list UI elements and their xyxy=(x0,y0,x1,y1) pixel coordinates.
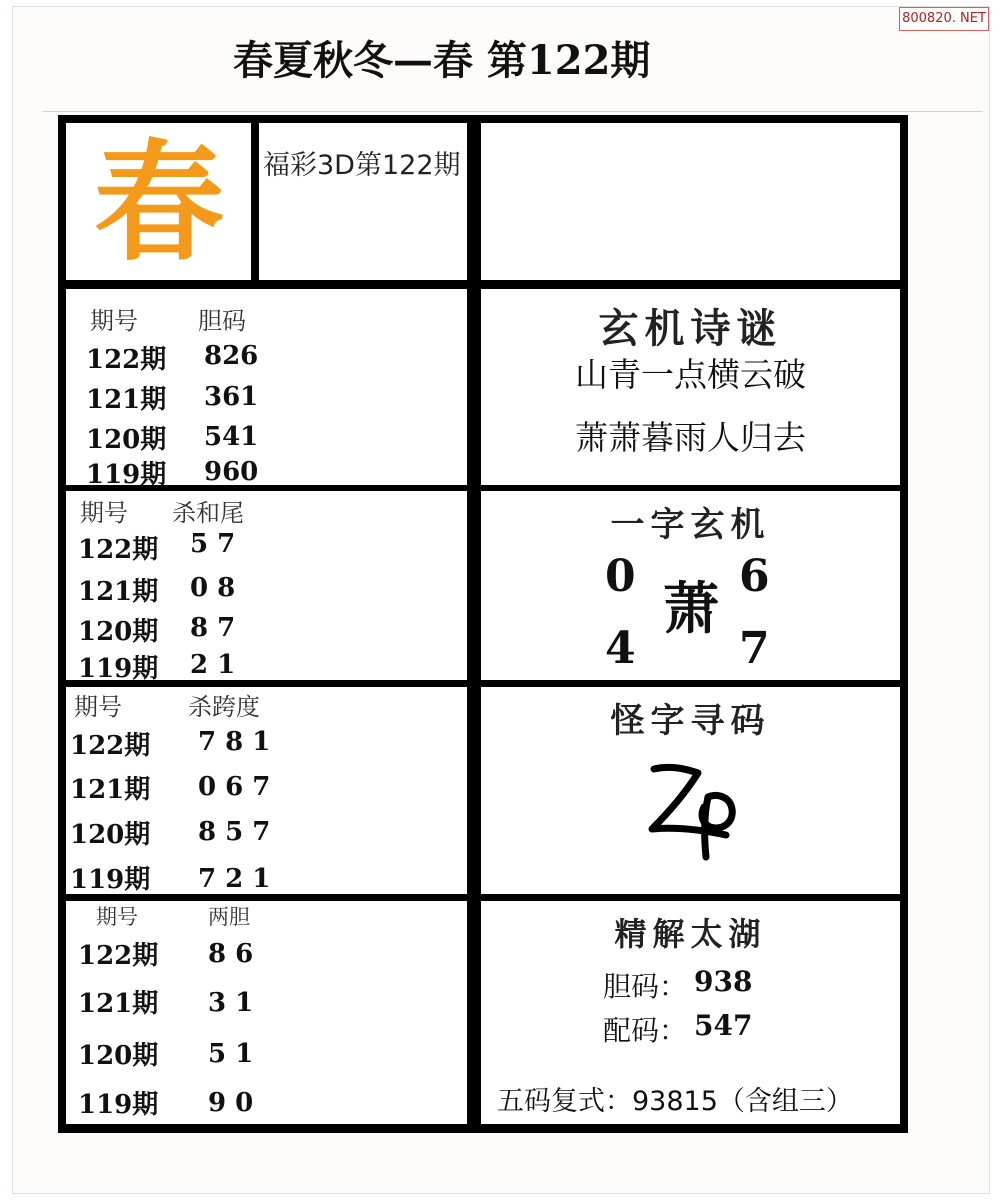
issue-label: 福彩3D第122期 xyxy=(263,150,461,181)
table-row-period: 120期 xyxy=(78,617,159,647)
table-row-period: 120期 xyxy=(70,820,151,850)
panel-title: 玄机诗谜 xyxy=(598,305,783,352)
table-row-period: 121期 xyxy=(78,989,159,1019)
table-row-value: 0 8 xyxy=(190,573,236,603)
sha-he-section xyxy=(66,491,467,680)
page-title: 春夏秋冬—春 第122期 xyxy=(233,37,651,84)
site-watermark: 800820. NET xyxy=(899,7,989,31)
table-row-period: 120期 xyxy=(86,425,167,455)
column-header-value: 杀和尾 xyxy=(172,499,244,527)
title-divider xyxy=(43,111,983,112)
panel-title: 怪字寻码 xyxy=(610,701,771,741)
table-row-value: 5 7 xyxy=(190,529,236,559)
dan-label: 胆码： xyxy=(603,970,688,1003)
poem-line: 山青一点横云破 xyxy=(575,355,806,394)
prediction-board xyxy=(58,115,908,1133)
five-code-combo: 五码复式：93815（含组三） xyxy=(497,1086,853,1117)
table-row-period: 119期 xyxy=(78,1090,159,1120)
dan-section xyxy=(66,289,467,485)
poem-line: 萧萧暮雨人归去 xyxy=(575,418,806,457)
blank-cell xyxy=(481,123,900,280)
column-header-period: 期号 xyxy=(96,905,138,929)
panel-title: 一字玄机 xyxy=(610,505,771,545)
table-row-value: 541 xyxy=(204,422,259,452)
spring-logo: 春 xyxy=(94,126,225,279)
table-row-period: 122期 xyxy=(70,731,151,761)
table-row-period: 121期 xyxy=(70,775,151,805)
liang-dan-section xyxy=(66,901,467,1124)
pei-label: 配码： xyxy=(603,1014,688,1047)
table-row-value: 7 2 1 xyxy=(198,864,271,894)
table-row-value: 5 1 xyxy=(208,1039,254,1069)
column-header-period: 期号 xyxy=(74,693,122,721)
table-row-period: 119期 xyxy=(78,654,159,680)
sha-kua-section xyxy=(66,687,467,894)
clue-digit: 4 xyxy=(605,623,636,674)
clue-digit: 7 xyxy=(739,623,770,674)
dan-value: 938 xyxy=(694,965,753,998)
column-header-period: 期号 xyxy=(80,499,128,527)
pei-value: 547 xyxy=(694,1009,753,1042)
strange-char-panel xyxy=(481,687,900,894)
table-row-value: 8 7 xyxy=(190,613,236,643)
table-row-value: 7 8 1 xyxy=(198,727,271,757)
riddle-panel xyxy=(481,289,900,485)
table-row-value: 0 6 7 xyxy=(198,772,271,802)
table-row-period: 119期 xyxy=(70,865,151,894)
logo-cell xyxy=(66,123,251,280)
table-row-period: 122期 xyxy=(86,345,167,375)
table-row-value: 8 6 xyxy=(208,939,254,969)
table-row-value: 9 0 xyxy=(208,1088,254,1118)
clue-digit: 6 xyxy=(739,551,770,602)
table-row-value: 826 xyxy=(204,341,259,371)
table-row-period: 121期 xyxy=(78,577,159,607)
taihu-panel xyxy=(481,901,900,1124)
table-row-period: 122期 xyxy=(78,941,159,971)
table-row-period: 121期 xyxy=(86,385,167,415)
table-row-period: 119期 xyxy=(86,460,167,485)
table-row-period: 120期 xyxy=(78,1041,159,1071)
table-row-value: 361 xyxy=(204,382,259,412)
column-header-value: 杀跨度 xyxy=(188,693,260,721)
table-row-value: 8 5 7 xyxy=(198,817,271,847)
column-header-value: 胆码 xyxy=(198,307,246,335)
table-row-value: 3 1 xyxy=(208,988,254,1018)
issue-cell xyxy=(259,123,467,280)
column-header-value: 两胆 xyxy=(208,905,250,929)
handwritten-z-glyph-icon xyxy=(646,757,746,867)
table-row-value: 2 1 xyxy=(190,650,236,680)
clue-digit: 0 xyxy=(605,551,636,602)
table-row-period: 122期 xyxy=(78,535,159,565)
clue-center-char: 萧 xyxy=(663,576,719,642)
column-header-period: 期号 xyxy=(90,307,138,335)
panel-title: 精解太湖 xyxy=(614,915,767,953)
table-row-value: 960 xyxy=(204,457,259,485)
one-word-panel xyxy=(481,491,900,680)
